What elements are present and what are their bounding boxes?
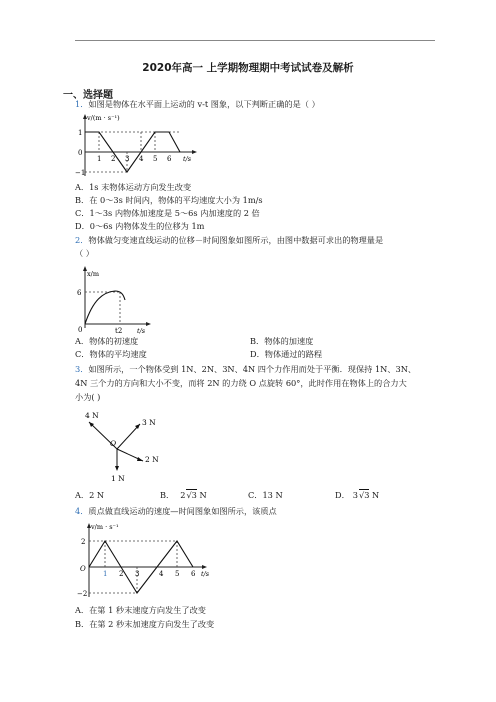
q3-number: 3． bbox=[75, 364, 89, 374]
q2-option-d: D．物体通过的路程 bbox=[250, 349, 323, 359]
q2-xtick-t2: t2 bbox=[115, 327, 123, 334]
q2-ytick-6: 6 bbox=[77, 289, 82, 297]
q2-xlabel: t/s bbox=[137, 327, 146, 334]
q3-option-b-label: B． bbox=[160, 490, 175, 500]
q3-option-d-radical: √3 bbox=[358, 490, 370, 500]
q1-xtick-5: 5 bbox=[153, 155, 158, 163]
q2-stem-line2: （ ） bbox=[75, 248, 94, 258]
q3-option-d-radicand: 3 bbox=[364, 490, 370, 500]
q3-option-b-radical: √3 bbox=[186, 490, 197, 500]
q2-stem-line1 bbox=[75, 235, 383, 246]
q1-ytick-m1: −1 bbox=[75, 169, 86, 177]
q2-option-b: B．物体的加速度 bbox=[250, 336, 314, 346]
q3-option-b bbox=[160, 490, 207, 501]
q3-option-b-unit: N bbox=[199, 490, 207, 500]
q2-ylabel: x/m bbox=[87, 270, 100, 278]
q4-xtick-3: 3 bbox=[135, 570, 140, 578]
q1-xlabel: t/s bbox=[183, 155, 192, 163]
q3-option-c: C．13 N bbox=[248, 490, 283, 500]
q3-force-4n: 4 N bbox=[85, 411, 99, 420]
q3-force-2n: 2 N bbox=[145, 455, 159, 464]
q4-origin: O bbox=[80, 565, 86, 573]
q4-stem bbox=[75, 506, 277, 517]
q1-number: 1． bbox=[75, 99, 89, 109]
q2-origin: 0 bbox=[78, 326, 83, 334]
q4-number: 4． bbox=[75, 506, 89, 516]
q2-xt-graph bbox=[75, 262, 155, 334]
q1-xtick-6: 6 bbox=[167, 155, 172, 163]
q4-xtick-4: 4 bbox=[159, 570, 164, 578]
q1-stem-text: 如图是物体在水平面上运动的 v-t 图象，以下判断正确的是（ ） bbox=[88, 99, 320, 109]
q3-option-d-coef: 3 bbox=[352, 490, 358, 500]
section-heading: 一、选择题 bbox=[63, 90, 113, 101]
q1-xtick-1: 1 bbox=[97, 155, 102, 163]
q3-option-b-radicand: 3 bbox=[191, 490, 197, 500]
q1-ylabel: v/(m · s⁻¹) bbox=[87, 114, 120, 122]
q3-stem-line1 bbox=[75, 364, 416, 375]
q4-xtick-1: 1 bbox=[103, 570, 108, 578]
q3-option-d bbox=[335, 490, 379, 501]
q3-stem-text: 如图所示，一个物体受到 1N、2N、3N、4N 四个力作用而处于平衡．现保持 1N、3N、 bbox=[88, 364, 417, 374]
q4-ytick-m2: −2 bbox=[77, 590, 88, 598]
q2-option-a: A．物体的初速度 bbox=[75, 336, 139, 346]
q3-force-diagram bbox=[85, 404, 175, 484]
q3-stem-line2: 4N 三个力的方向和大小不变，而将 2N 的力绕 O 点旋转 60°，此时作用在物体上的合力大 bbox=[75, 378, 407, 388]
q3-option-d-label: D． bbox=[335, 490, 350, 500]
header-rule bbox=[75, 40, 435, 41]
q2-stem-text: 物体做匀变速直线运动的位移－时间图象如图所示，由图中数据可求出的物理量是 bbox=[88, 235, 384, 245]
q4-ytick-2: 2 bbox=[81, 538, 86, 546]
q1-ytick-0: 0 bbox=[78, 149, 83, 157]
q4-vt-graph bbox=[75, 519, 215, 601]
q1-option-a: A．1s 末物体运动方向发生改变 bbox=[75, 182, 192, 192]
q3-option-d-unit: N bbox=[372, 490, 380, 500]
q1-vt-graph bbox=[75, 112, 205, 180]
q3-force-1n: 1 N bbox=[111, 474, 125, 483]
q4-option-b: B．在第 2 秒末加速度方向发生了改变 bbox=[75, 619, 215, 629]
q1-xtick-3: 3 bbox=[125, 155, 130, 163]
q3-force-3n: 3 N bbox=[142, 418, 156, 427]
q2-number: 2． bbox=[75, 235, 89, 245]
q1-option-b: B．在 0～3s 时间内，物体的平均速度大小为 1m/s bbox=[75, 195, 263, 205]
q1-xtick-2: 2 bbox=[111, 155, 116, 163]
q2-option-c: C．物体的平均速度 bbox=[75, 349, 147, 359]
q4-xtick-6: 6 bbox=[191, 570, 196, 578]
q1-option-d: D．0～6s 内物体发生的位移为 1m bbox=[75, 221, 205, 231]
q4-ylabel: v/m · s⁻¹ bbox=[91, 523, 119, 531]
q3-stem-line3: 小为( ) bbox=[75, 392, 101, 402]
page-title: 2020年高一 上学期物理期中考试试卷及解析 bbox=[142, 62, 354, 74]
q1-xtick-4: 4 bbox=[139, 155, 144, 163]
q4-xtick-5: 5 bbox=[175, 570, 180, 578]
q1-option-c: C．1～3s 内物体加速度是 5～6s 内加速度的 2 倍 bbox=[75, 208, 260, 218]
q4-stem-text: 质点做直线运动的速度—时间图象如图所示，该质点 bbox=[88, 506, 277, 516]
q3-option-b-coef: 2 bbox=[180, 490, 186, 500]
q1-ytick-1: 1 bbox=[78, 129, 83, 137]
q1-stem bbox=[75, 99, 320, 110]
q3-origin-o: O bbox=[110, 439, 117, 448]
q4-xlabel: t/s bbox=[201, 570, 210, 578]
q4-option-a: A．在第 1 秒末速度方向发生了改变 bbox=[75, 605, 206, 615]
q4-xtick-2: 2 bbox=[119, 570, 124, 578]
q3-option-a: A．2 N bbox=[75, 490, 105, 500]
